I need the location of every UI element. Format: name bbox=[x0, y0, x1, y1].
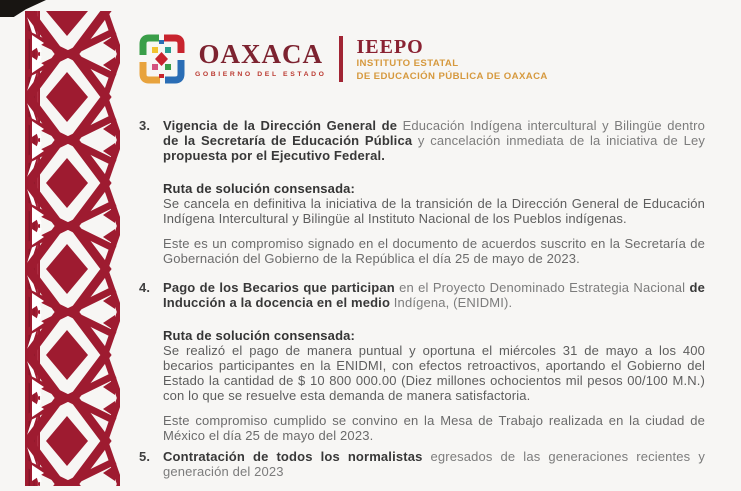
text-segment: Indígena, (ENIDMI). bbox=[393, 295, 513, 310]
oaxaca-state-logo-icon bbox=[138, 34, 186, 84]
commitment-note: Este es un compromiso signado en el documento de acuerdos suscrito en la Secretaría de Gobernación del Gobierno de la República el día 25 de mayo de 2023. bbox=[163, 236, 705, 266]
text-segment: de Inducción a la docencia en el medio bbox=[163, 280, 705, 310]
item-title bbox=[163, 280, 705, 310]
text-segment: egresados de las generaciones recientes y generación del 2023 bbox=[163, 449, 705, 479]
institute-subtitle-2: DE EDUCACIÓN PÚBLICA DE OAXACA bbox=[356, 70, 548, 82]
item-text bbox=[163, 449, 705, 479]
item-title bbox=[163, 449, 705, 479]
brand-subtitle: GOBIERNO DEL ESTADO bbox=[195, 70, 327, 78]
institute-brand bbox=[356, 35, 547, 83]
letterhead bbox=[138, 32, 548, 86]
solution-block bbox=[163, 328, 705, 403]
document-body bbox=[139, 118, 705, 479]
institute-subtitle-1: INSTITUTO ESTATAL bbox=[356, 58, 459, 69]
text-segment: en el Proyecto Denominado Estrategia Nacional bbox=[399, 280, 690, 295]
item-number: 5. bbox=[139, 449, 151, 464]
text-segment: Educación Indígena intercultural y Bilingüe dentro bbox=[402, 118, 705, 133]
text-segment: y cancelación inmediata de la iniciativa de Ley bbox=[417, 133, 705, 148]
text-segment: Contratación de todos los normalistas bbox=[163, 449, 431, 464]
solution-heading: Ruta de solución consensada: bbox=[163, 328, 356, 343]
list-item-4 bbox=[139, 280, 705, 443]
item-number: 3. bbox=[139, 118, 151, 133]
list-item-5 bbox=[139, 449, 705, 479]
text-segment: Vigencia de la Dirección General de bbox=[163, 118, 403, 133]
text-segment: de la Secretaría de Educación Pública bbox=[163, 133, 418, 148]
state-brand bbox=[195, 38, 327, 78]
item-number: 4. bbox=[139, 280, 151, 295]
text-segment: Pago de los Becarios que participan bbox=[163, 280, 400, 295]
textile-pattern-svg bbox=[25, 11, 120, 486]
oaxaca-textile-border bbox=[25, 11, 120, 486]
text-segment: propuesta por el Ejecutivo Federal. bbox=[163, 148, 385, 163]
solution-body: Se cancela en definitiva la iniciativa de la transición de la Dirección General de Educación Indígena Intercultural y Bilingüe al Instituto Nacional de los Pueblos indígenas. bbox=[163, 196, 705, 226]
list-item-3 bbox=[139, 118, 705, 266]
item-title bbox=[163, 118, 705, 163]
solution-block bbox=[163, 181, 705, 226]
item-text bbox=[163, 118, 705, 266]
institute-acronym: IEEPO bbox=[356, 36, 424, 58]
item-text bbox=[163, 280, 705, 443]
header-divider bbox=[339, 36, 343, 82]
commitment-note: Este compromiso cumplido se convino en la Mesa de Trabajo realizada en la ciudad de México el día 25 de mayo del 2023. bbox=[163, 413, 705, 443]
solution-heading: Ruta de solución consensada: bbox=[163, 181, 356, 196]
brand-name: OAXACA bbox=[198, 38, 323, 69]
solution-body: Se realizó el pago de manera puntual y oportuna el miércoles 31 de mayo a los 400 becarios participantes en la ENIDMI, con efectos retroactivos, aportando el Gobierno del Estado la cantidad de $ 10 800 000.00 (Diez millones ochocientos mil pesos 00/100 M.N.) con lo que se resuelve esta demanda de manera satisfactoria. bbox=[163, 343, 705, 403]
